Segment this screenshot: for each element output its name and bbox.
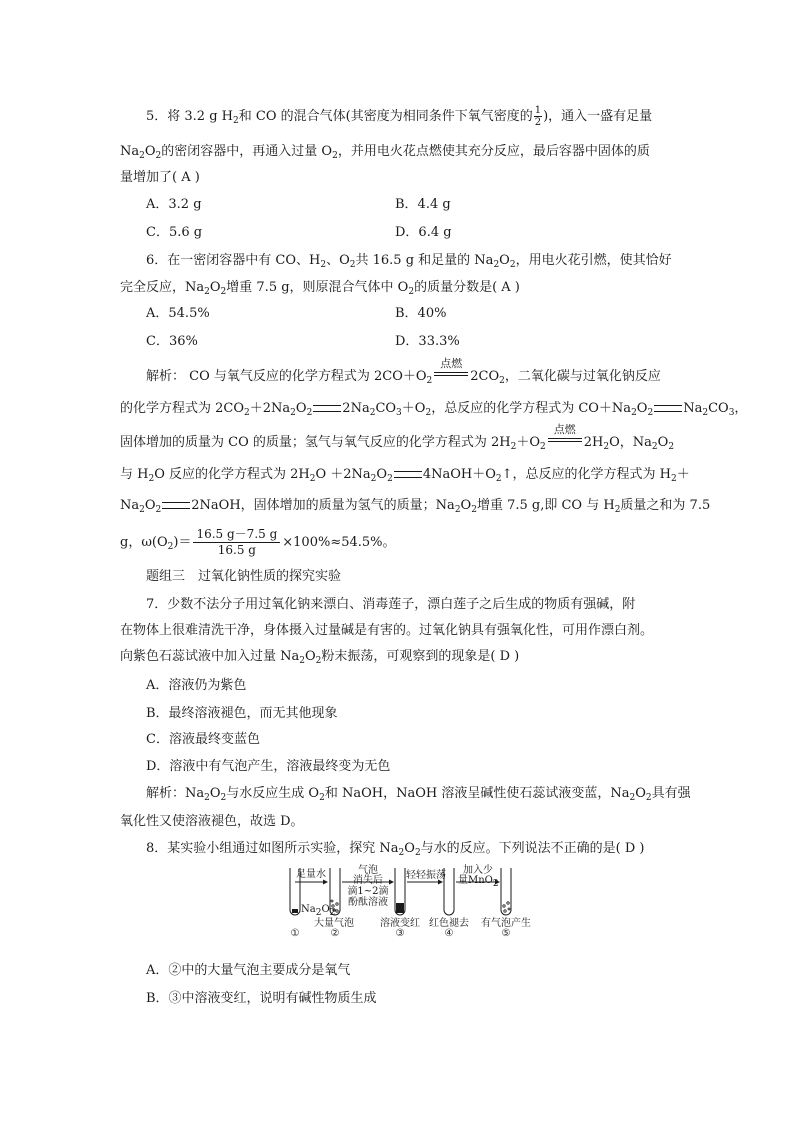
- mass-fraction: $\frac{16.5 g-7.5 g}{16.5 g}$: [193, 527, 280, 558]
- q7-option-d: D．溶液中有气泡产生，溶液最终变为无色: [146, 759, 391, 774]
- q5-line3: 量增加了( A ): [120, 170, 200, 185]
- q7-line3: 向紫色石蕊试液中加入过量 $Na_2O_2$粉末振荡，可观察到的现象是( D ): [120, 649, 520, 666]
- step2-label-a: 气泡: [358, 865, 378, 876]
- step2-label-d: 酚酞溶液: [348, 897, 388, 908]
- step3-label: 轻轻振荡: [406, 870, 446, 881]
- step1-label: 足量水: [296, 869, 326, 880]
- sol7-line1: 解析：$Na_2O_2$与水反应生成 $O_2$和 NaOH，NaOH 溶液呈碱性使石蕊试液变蓝，$Na_2O_2$具有强: [146, 786, 691, 803]
- fraction-one-half: $\frac{1}{2}$: [534, 105, 542, 128]
- q6-line2: 完全反应，$Na_2O_2$增重 7.5 g，则原混合气体中 $O_2$的质量分数是( A ): [120, 280, 520, 297]
- sol6-line6: g，$\omega(O_2)=$ $\frac{16.5 g-7.5 g}{16.5 g}$ ×100%≈54.5%。: [120, 527, 396, 557]
- obs3-label: 溶液变红: [380, 918, 420, 929]
- q5-option-c: C．5.6 g: [146, 225, 203, 240]
- q5-option-b: B．4.4 g: [395, 197, 451, 212]
- q6-option-c: C．36%: [146, 334, 198, 349]
- equals-sign: [162, 502, 190, 509]
- q6-option-b: B．40%: [395, 306, 447, 321]
- q5-line1: 5．将 3.2 g $H_2$和 CO 的混合气体(其密度为相同条件下氧气密度的 $\frac{1}{2}$ )，通入一盛有足量: [146, 105, 653, 128]
- tube-2-number: ②: [330, 928, 340, 939]
- q7-option-c: C．溶液最终变蓝色: [146, 732, 260, 747]
- tube-3-number: ③: [395, 928, 405, 939]
- q8-option-a: A．②中的大量气泡主要成分是氧气: [146, 963, 351, 978]
- sol6-line2: 的化学方程式为 $2CO_2+2Na_2O_2$ $2Na_2CO_3+O_2$，总反应的化学方程式为 $CO+Na_2O_2$ $Na_2CO_3$，: [120, 401, 748, 418]
- step4-label-a: 加入少: [463, 865, 493, 876]
- sol6-line5: $Na_2O_2$ 2NaOH，固体增加的质量为氢气的质量；$Na_2O_2$增重 7.5 g,即 CO 与 $H_2$质量之和为 7.5: [120, 498, 711, 515]
- reaction-condition: 点燃: [548, 436, 582, 450]
- q7-line2: 在物体上很难清洗干净，身体摄入过量碱是有害的。过氧化钠具有强氧化性，可用作漂白剂。: [120, 623, 654, 638]
- sol6-line3: 固体增加的质量为 CO 的质量；氢气与氧气反应的化学方程式为 $2H_2+O_2$ 点燃 $2H_2O$，$Na_2O_2$: [120, 422, 675, 452]
- q7-option-b: B．最终溶液褪色，而无其他现象: [146, 706, 338, 721]
- q6-line1: 6．在一密闭容器中有 CO、$H_2$、$O_2$共 16.5 g 和足量的 $Na_2O_2$，用电火花引燃，使其恰好: [146, 253, 672, 270]
- tube-1-number: ①: [290, 928, 300, 939]
- q8-line1: 8．某实验小组通过如图所示实验，探究 $Na_2O_2$与水的反应。下列说法不正确的是( D ): [146, 841, 645, 858]
- obs5-label: 有气泡产生: [481, 918, 531, 929]
- step2-label-b: 消失后: [353, 875, 383, 886]
- q7-option-a: A．溶液仍为紫色: [146, 678, 247, 693]
- group3-heading: 题组三 过氧化钠性质的探究实验: [146, 569, 342, 584]
- q7-line1: 7．少数不法分子用过氧化钠来漂白、消毒莲子，漂白莲子之后生成的物质有强碱，附: [146, 597, 636, 612]
- q6-option-a: A．54.5%: [146, 306, 210, 321]
- obs2-label: 大量气泡: [314, 918, 354, 929]
- q6-option-d: D．33.3%: [395, 334, 460, 349]
- na2o2-label: $Na_2O_2$: [301, 904, 336, 918]
- reaction-condition: 点燃: [434, 370, 468, 384]
- experiment-figure: [284, 866, 540, 938]
- equals-sign: [394, 471, 422, 478]
- q5-line2: $Na_2O_2$的密闭容器中，再通入过量 $O_2$，并用电火花点燃使其充分反应，最后容器中固体的质: [120, 144, 650, 161]
- q8-option-b: B．③中溶液变红，说明有碱性物质生成: [146, 991, 377, 1006]
- q5-option-d: D．6.4 g: [395, 225, 452, 240]
- obs4-label: 红色褪去: [429, 918, 469, 929]
- step4-label-b: 量MnO$_2$: [458, 875, 499, 889]
- sol6-line1: 解析： CO 与氧气反应的化学方程式为 $2CO+O_2$ 点燃 $2CO_2$，二氧化碳与过氧化钠反应: [146, 356, 661, 386]
- step2-label-c: 滴1~2滴: [347, 886, 389, 897]
- tube-5-number: ⑤: [501, 928, 511, 939]
- tube-4-number: ④: [444, 928, 454, 939]
- sol6-line4: 与 $H_2O$ 反应的化学方程式为 $2H_2O +2Na_2O_2$ $4NaOH+O_2↑$，总反应的化学方程式为 $H_2+$: [120, 467, 690, 484]
- equals-sign: [313, 405, 341, 412]
- q5-option-a: A．3.2 g: [146, 197, 202, 212]
- sol7-line2: 氧化性又使溶液褪色，故选 D。: [120, 814, 304, 829]
- equals-sign: [654, 405, 682, 412]
